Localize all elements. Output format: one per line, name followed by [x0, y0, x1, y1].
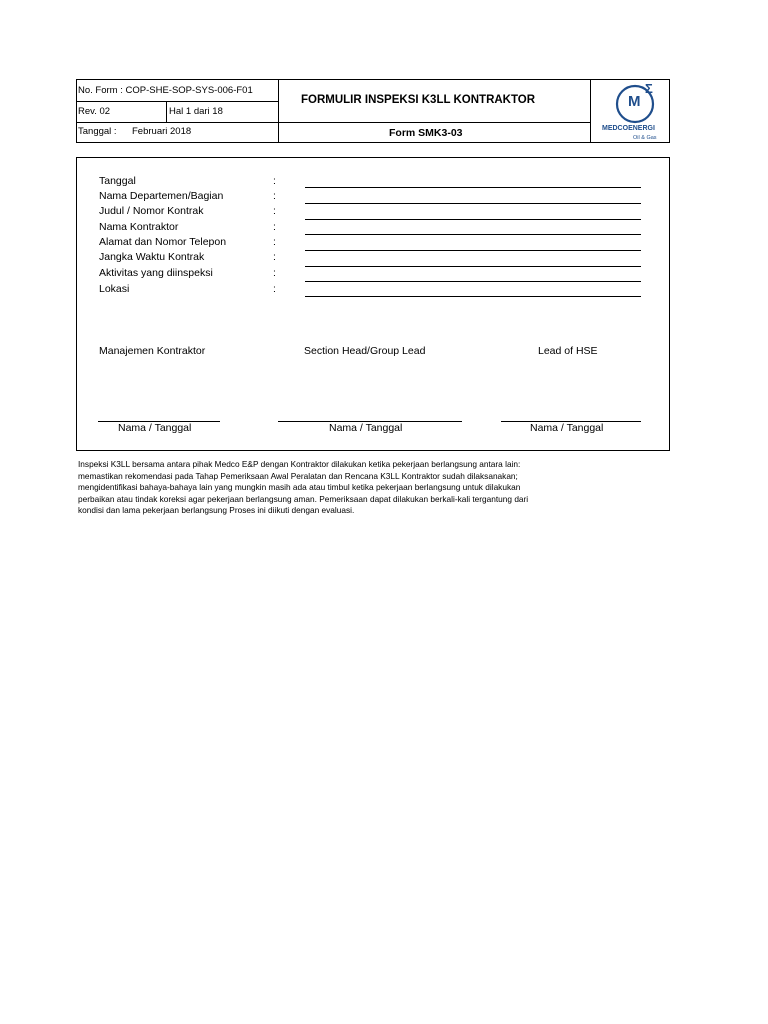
logo-letter: M	[628, 93, 641, 110]
field-input-kontrak[interactable]	[305, 219, 641, 220]
note-line: mengidentifikasi bahaya-bahaya lain yang mungkin masih ada atau timbul ketika pekerjaan berlangsung untuk dilakukan	[78, 482, 521, 492]
signature-caption: Nama / Tanggal	[329, 422, 403, 434]
field-colon: :	[273, 190, 276, 202]
page-number: Hal 1 dari 18	[169, 106, 223, 117]
logo-brand-energi: ENERGI	[628, 125, 655, 132]
field-label-kontraktor: Nama Kontraktor	[99, 221, 179, 233]
note-line: perbaikan atau tindak koreksi agar pekerjaan berlangsung aman. Pemeriksaan dapat dilakukan berkali-kali tergantung dari	[78, 493, 529, 504]
logo-tagline: Oil & Gas	[633, 135, 657, 141]
field-input-jangka-waktu[interactable]	[305, 266, 641, 267]
field-input-tanggal[interactable]	[305, 187, 641, 188]
form-number: No. Form : COP-SHE-SOP-SYS-006-F01	[78, 85, 253, 96]
company-logo	[591, 80, 671, 143]
field-label-aktivitas: Aktivitas yang diinspeksi	[99, 267, 213, 279]
field-colon: :	[273, 236, 276, 248]
form-title: FORMULIR INSPEKSI K3LL KONTRAKTOR	[301, 94, 536, 106]
medco-logo-icon	[591, 80, 671, 143]
note-line: Inspeksi K3LL bersama antara pihak Medco E&P dengan Kontraktor dilakukan ketika pekerjaan berlangsung antara lain:	[78, 459, 521, 469]
field-label-departemen: Nama Departemen/Bagian	[99, 190, 224, 202]
field-input-departemen[interactable]	[305, 203, 641, 204]
signature-role-hse: Lead of HSE	[538, 345, 598, 357]
field-colon: :	[273, 221, 276, 233]
instructions-note	[78, 459, 678, 517]
field-colon: :	[273, 205, 276, 217]
divider	[278, 122, 279, 143]
logo-brand-medco: MEDCO	[602, 125, 629, 132]
divider	[166, 101, 167, 122]
signature-role-section-head: Section Head/Group Lead	[304, 345, 426, 357]
inspection-form-box	[76, 157, 670, 451]
field-input-aktivitas[interactable]	[305, 281, 641, 282]
field-colon: :	[273, 267, 276, 279]
field-input-alamat[interactable]	[305, 250, 641, 251]
date-label: Tanggal :	[78, 126, 117, 137]
field-colon: :	[273, 283, 276, 295]
field-input-kontraktor[interactable]	[305, 234, 641, 235]
field-label-alamat: Alamat dan Nomor Telepon	[99, 236, 227, 248]
field-colon: :	[273, 251, 276, 263]
note-line: kondisi dan lama pekerjaan berlangsung Proses ini diikuti dengan evaluasi.	[78, 505, 355, 515]
field-colon: :	[273, 175, 276, 187]
divider	[77, 122, 590, 123]
revision: Rev. 02	[78, 106, 111, 117]
field-label-lokasi: Lokasi	[99, 283, 130, 295]
field-label-tanggal: Tanggal	[99, 175, 136, 187]
form-header	[76, 79, 670, 143]
divider	[278, 80, 279, 122]
signature-role-contractor: Manajemen Kontraktor	[99, 345, 206, 357]
divider	[77, 101, 278, 102]
form-code: Form SMK3-03	[389, 127, 463, 139]
note-line: memastikan rekomendasi pada Tahap Pemeriksaan Awal Peralatan dan Rencana K3LL Kontraktor sudah dilaksanakan;	[78, 470, 518, 481]
field-input-lokasi[interactable]	[305, 296, 641, 297]
date-value: Februari 2018	[132, 126, 192, 137]
signature-caption: Nama / Tanggal	[530, 422, 604, 434]
logo-brand	[602, 125, 655, 132]
field-label-jangka-waktu: Jangka Waktu Kontrak	[99, 251, 205, 263]
logo-sigma: Σ	[645, 81, 653, 96]
field-label-kontrak: Judul / Nomor Kontrak	[99, 205, 204, 217]
signature-caption: Nama / Tanggal	[118, 422, 192, 434]
